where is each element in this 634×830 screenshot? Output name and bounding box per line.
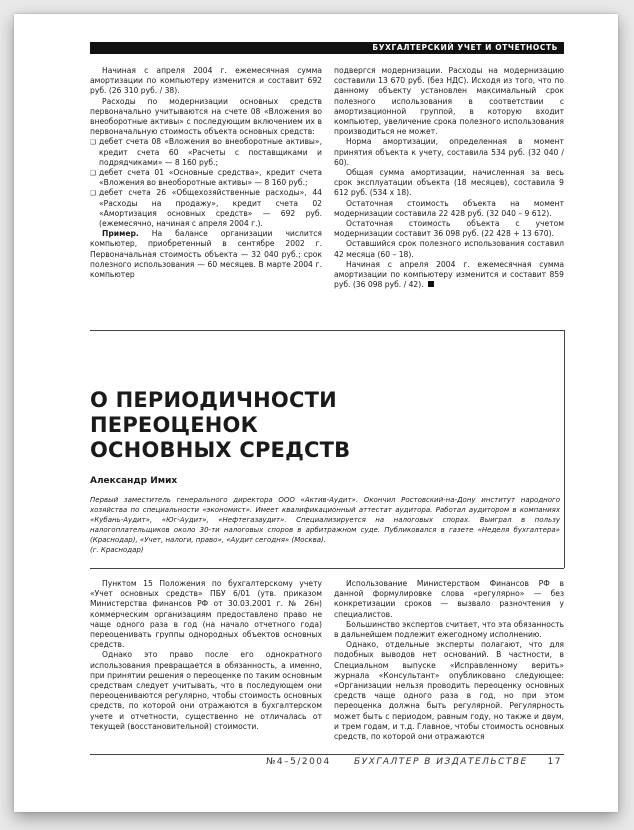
top-left-column xyxy=(90,66,322,280)
paragraph: Однако это право после его однократного использования превращается в обязанность, а именно, при принятии решения о переоценке по таким основным средствам следует учитывать, что в последующем они переоцениваются регулярно, чтобы стоимость основных средств, по которой они отражаются в бухгалтерском учете и отчетности, существенно не отличалась от текущей (восстановительной) стоимости. xyxy=(90,650,322,731)
issue-number: №4–5/2004 xyxy=(266,757,331,767)
paragraph: Норма амортизации, определенная в момент принятия объекта к учету, составила 534 руб. (32 040 / 60). xyxy=(334,137,564,167)
paragraph-last xyxy=(334,260,564,291)
paragraph: Пунктом 15 Положения по бухгалтерскому учету «Учет основных средств» ПБУ 6/01 (утв. приказом Министерства финансов РФ от 30.03.2001 г. № 26н) коммерческим организациям предоставлено право не чаще одного раза в год (на начало отчетного года) переоценивать группы однородных объектов основных средств. xyxy=(90,579,322,650)
example-label: Пример. xyxy=(102,229,139,239)
example-text: На балансе организации числится компьютер, приобретенный в сентябре 2002 г. Первоначальная стоимость объекта — 32 040 руб.; срок полезного использования — 60 месяцев. В марте 2004 г. компьютер xyxy=(90,229,322,280)
author-name: Александр Имих xyxy=(90,476,178,486)
paragraph: Расходы по модернизации основных средств первоначально учитываются на счете 08 «Вложения во внеоборотные активы» с последующим включением их в первоначальную стоимость объекта основных средств: xyxy=(90,96,322,137)
title-line: О ПЕРИОДИЧНОСТИ ПЕРЕОЦЕНОК xyxy=(90,388,337,437)
paragraph: подвергся модернизации. Расходы на модернизацию составили 13 670 руб. (без НДС). Исходя из того, что по данному объекту установлен максимальный срок полезного использования в соответствии с амортизационной группой, в которую входит компьютер, увеличение срока полезного использования производиться не может. xyxy=(334,66,564,137)
end-of-article-mark xyxy=(428,281,434,287)
list-item: ❑ дебет счета 08 «Вложения во внеоборотные активы», кредит счета 60 «Расчеты с поставщиками и подрядчиками» — 8 160 руб.; xyxy=(90,137,322,168)
example-paragraph xyxy=(90,229,322,280)
magazine-name: БУХГАЛТЕР В ИЗДАТЕЛЬСТВЕ xyxy=(354,757,528,767)
article-title xyxy=(90,388,510,463)
paragraph-text: Начиная с апреля 2004 г. ежемесячная сумма амортизации по компьютеру изменится и составит 859 руб. (36 098 руб. / 42). xyxy=(334,259,564,290)
frame-line xyxy=(564,330,565,568)
paragraph: Остаточная стоимость объекта с учетом модернизации составит 36 098 руб. (22 428 + 13 670). xyxy=(334,219,564,239)
page-footer xyxy=(90,754,564,767)
section-header: БУХГАЛТЕРСКИЙ УЧЕТ И ОТЧЕТНОСТЬ xyxy=(90,42,564,54)
paragraph: Начиная с апреля 2004 г. ежемесячная сумма амортизации по компьютеру изменится и составит 692 руб. (26 310 руб. / 38). xyxy=(90,66,322,96)
article-left-column xyxy=(90,579,322,732)
top-right-column xyxy=(334,66,564,290)
title-line: ОСНОВНЫХ СРЕДСТВ xyxy=(90,438,351,462)
list-item: ❑ дебет счета 26 «Общехозяйственные расходы», 44 «Расходы на продажу», кредит счета 02 «Амортизация основных средств» — 692 руб. (ежемесячно, начиная с апреля 2004 г.). xyxy=(90,188,322,229)
section-divider xyxy=(90,330,564,331)
paragraph: Остаточная стоимость объекта на момент модернизации составила 22 428 руб. (32 040 – 9 612). xyxy=(334,198,564,218)
list-item: ❑ дебет счета 01 «Основные средства», кредит счета «Вложения во внеоборотные активы» — 8 160 руб.; xyxy=(90,168,322,188)
paragraph: Использование Министерством Финансов РФ в данной формулировке слова «регулярно» — без конкретизации сроков — вызвало разночтения у специалистов. xyxy=(334,579,564,619)
article-right-column xyxy=(334,579,564,742)
paragraph: Большинство экспертов считает, что эта обязанность в дальнейшем подлежит ежегодному исполнению. xyxy=(334,619,564,640)
section-divider xyxy=(90,568,564,569)
paragraph: Однако, отдельные эксперты полагают, что для подобных выводов нет оснований. В частности, в Специальном выпуске «Исправленному верить» журнала «Консультант» опубликовано следующее: «Организации нельзя проводить переоценку основных средств чаще одного раза в год, но при этом переоценка должна быть регулярной. Регулярность может быть с периодом, равным году, но также и двум, и трем годам, и т.д. Главное, чтобы стоимость основных средств, по которой они отражаются xyxy=(334,640,564,742)
paragraph: Общая сумма амортизации, начисленная за весь срок эксплуатации объекта (18 месяцев), составила 9 612 руб. (534 х 18). xyxy=(334,168,564,198)
page-number: 17 xyxy=(547,757,562,767)
paragraph: Оставшийся срок полезного использования составил 42 месяца (60 – 18). xyxy=(334,239,564,259)
author-bio xyxy=(90,495,560,555)
bio-city: (г. Краснодар) xyxy=(90,546,144,554)
magazine-page xyxy=(14,14,618,812)
bio-text: Первый заместитель генерального директора ООО «Актив-Аудит». Окончил Ростовский-на-Дону институт народного хозяйства по специальности «экономист». Имеет квалификационный аттестат аудитора. Работал аудитором в компаниях «Кубань-Аудит», «Юг-Аудит», «Нефтегазаудит». Специализируется на налоговых спорах. Выиграл в пользу налогоплательщиков около 30-ти налоговых споров в арбитражном суде. Публиковался в газете «Неделя бухгалтера» (Краснодар), «Учет, налоги, право», «Аудит сегодня» (Москва). xyxy=(90,496,560,544)
